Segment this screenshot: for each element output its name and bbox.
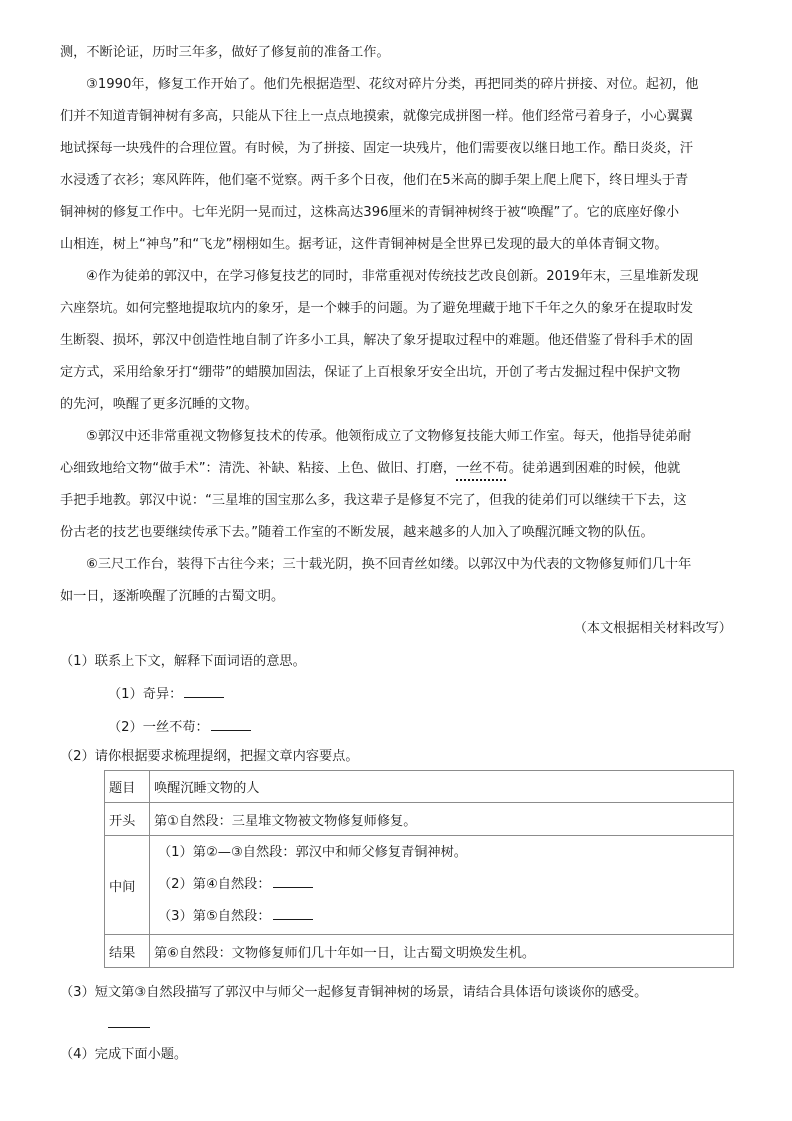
table-row <box>105 771 734 803</box>
p4-line: ④作为徒弟的郭汉中，在学习修复技艺的同时，非常重视对传统技艺改良创新。2019年末，三星堆新发现 <box>86 269 699 284</box>
p4-line: 六座祭坑。如何完整地提取坑内的象牙，是一个棘手的问题。为了避免埋藏于地下千年之久的象牙在提取时发 <box>60 301 693 316</box>
question-1a <box>108 683 224 702</box>
middle-item-label: （3）第⑤自然段： <box>158 909 271 924</box>
source-note: （本文根据相关材料改写） <box>573 621 732 636</box>
p5-line: 份古老的技艺也要继续传承下去。”随着工作室的不断发展，越来越多的人加入了唤醒沉睡文物的队伍。 <box>60 525 654 540</box>
middle-item <box>154 869 729 901</box>
p4-line: 生断裂、损坏，郭汉中创造性地自制了许多小工具，解决了象牙提取过程中的难题。他还借鉴了骨科手术的固 <box>60 333 693 348</box>
question-1b <box>108 716 251 735</box>
row-label-title: 题目 <box>105 771 150 803</box>
row-label-middle: 中间 <box>105 836 150 935</box>
middle-item <box>154 901 729 933</box>
p5-line-emphasis <box>60 453 738 485</box>
answer-blank[interactable] <box>211 718 251 731</box>
question-4-label: （4）完成下面小题。 <box>60 1047 188 1062</box>
answer-blank[interactable] <box>184 685 224 698</box>
question-3-label: （3）短文第③自然段描写了郭汉中与师父一起修复青铜神树的场景，请结合具体语句谈谈你的感受。 <box>60 985 648 1000</box>
question-2-label: （2）请你根据要求梳理提纲，把握文章内容要点。 <box>60 749 359 764</box>
question-1a-label: （1）奇异： <box>108 687 183 702</box>
question-1-label: （1）联系上下文，解释下面词语的意思。 <box>60 654 306 669</box>
passage-continuation: 测，不断论证，历时三年多，做好了修复前的准备工作。 <box>60 45 390 60</box>
table-row <box>105 803 734 836</box>
row-label-opening: 开头 <box>105 803 150 836</box>
p5-text: 心细致地给文物“做手术”：清洗、补缺、粘接、上色、做旧、打磨， <box>60 461 457 476</box>
p6-line: ⑥三尺工作台，装得下古往今来；三十载光阴，换不回青丝如缕。以郭汉中为代表的文物修复师们几十年 <box>86 557 692 572</box>
row-value-opening: 第①自然段：三星堆文物被文物修复师修复。 <box>150 803 734 836</box>
table-row <box>105 836 734 935</box>
question-1b-label: （2）一丝不苟： <box>108 720 209 735</box>
row-label-result: 结果 <box>105 935 150 968</box>
p3-line: 地试探每一块残件的合理位置。有时候，为了拼接、固定一块残片，他们需要夜以继日地工作。酷日炎炎，汗 <box>60 141 693 156</box>
p6-line: 如一日，逐渐唤醒了沉睡的古蜀文明。 <box>60 589 285 604</box>
row-value-title: 唤醒沉睡文物的人 <box>150 771 734 803</box>
passage <box>60 37 738 645</box>
row-value-result: 第⑥自然段：文物修复师们几十年如一日，让古蜀文明焕发生机。 <box>150 935 734 968</box>
answer-blank[interactable] <box>273 875 313 888</box>
middle-item-label: （2）第④自然段： <box>158 877 271 892</box>
answer-blank[interactable] <box>108 1027 150 1028</box>
table-row <box>105 935 734 968</box>
p5-text: 。徒弟遇到困难的时候，他就 <box>508 461 681 476</box>
p3-line: 铜神树的修复工作中。七年光阴一晃而过，这株高达396厘米的青铜神树终于被“唤醒”了。它的底座好像小 <box>60 205 680 220</box>
answer-blank[interactable] <box>273 907 313 920</box>
p5-line: ⑤郭汉中还非常重视文物修复技术的传承。他领衔成立了文物修复技能大师工作室。每天，他指导徒弟耐 <box>86 429 692 444</box>
row-value-middle <box>150 836 734 935</box>
p3-line: 水浸透了衣衫；寒风阵阵，他们毫不觉察。两千多个日夜，他们在5米高的脚手架上爬上爬下，终日埋头于青 <box>60 173 689 188</box>
p5-line: 手把手地教。郭汉中说：“三星堆的国宝那么多，我这辈子是修复不完了，但我的徒弟们可以继续干下去，这 <box>60 493 687 508</box>
middle-item: （1）第②—③自然段：郭汉中和师父修复青铜神树。 <box>158 845 467 860</box>
p3-line: 山相连，树上“神鸟”和“飞龙”栩栩如生。据考证，这件青铜神树是全世界已发现的最大的单体青铜文物。 <box>60 237 668 252</box>
p4-line: 定方式，采用给象牙打“绷带”的蜡膜加固法，保证了上百根象牙安全出坑，开创了考古发掘过程中保护文物 <box>60 365 681 380</box>
p3-line: ③1990年，修复工作开始了。他们先根据造型、花纹对碎片分类，再把同类的碎片拼接、对位。起初，他 <box>86 77 699 92</box>
emphasized-word: 一丝不苟 <box>456 461 509 476</box>
p3-line: 们并不知道青铜神树有多高，只能从下往上一点点地摸索，就像完成拼图一样。他们经常弓着身子，小心翼翼 <box>60 109 693 124</box>
outline-table <box>104 770 734 968</box>
p4-line: 的先河，唤醒了更多沉睡的文物。 <box>60 397 258 412</box>
